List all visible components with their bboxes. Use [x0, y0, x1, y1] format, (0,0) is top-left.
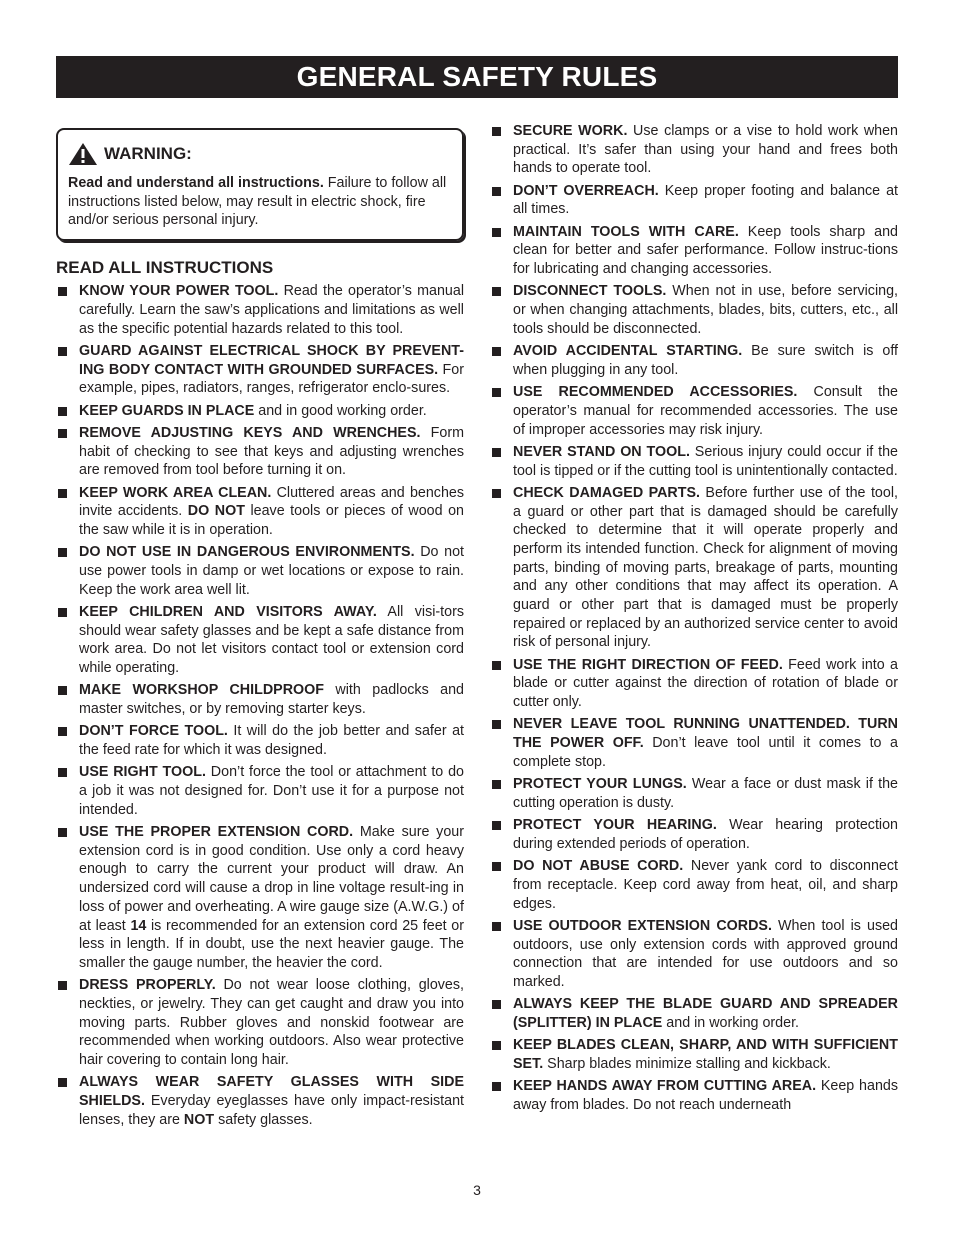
warning-triangle-icon: [68, 142, 98, 166]
rule-item: [56, 424, 464, 480]
rule-text: and in working order.: [662, 1014, 800, 1031]
rule-text: Do not wear loose clothing, gloves, neckties, or jewelry. They can get caught and draw you into moving parts. Rubber gloves and nonskid footwear are recommended when working outdoors. Also wear protective hair covering to contain long hair.: [79, 977, 464, 1069]
rule-item: [490, 383, 898, 439]
square-bullet-icon: [58, 981, 67, 990]
warning-label: WARNING:: [104, 143, 192, 163]
rule-item: [56, 484, 464, 540]
square-bullet-icon: [492, 1000, 501, 1009]
rule-heading: NEVER STAND ON TOOL.: [513, 443, 690, 460]
square-bullet-icon: [58, 429, 67, 438]
square-bullet-icon: [492, 922, 501, 931]
rule-heading: DO NOT ABUSE CORD.: [513, 858, 684, 875]
rule-heading: AVOID ACCIDENTAL STARTING.: [513, 343, 743, 360]
rule-heading: PROTECT YOUR LUNGS.: [513, 776, 687, 793]
warning-body: Failure to follow all instructions listed below, may result in electric shock, fire and/or serious personal injury.: [68, 175, 447, 229]
rule-item: [490, 223, 898, 279]
square-bullet-icon: [492, 489, 501, 498]
rule-heading: MAKE WORKSHOP CHILDPROOF: [79, 682, 324, 699]
rule-item: [490, 282, 898, 338]
rule-item: [56, 603, 464, 678]
rule-item: [490, 715, 898, 771]
rule-text: Feed work into a blade or cutter against the direction of rotation of blade or cutter only.: [513, 656, 898, 711]
rule-heading: DON’T OVERREACH.: [513, 182, 659, 199]
square-bullet-icon: [58, 686, 67, 695]
rule-text: Be sure switch is off when plugging in any tool.: [513, 343, 899, 378]
warning-text: [68, 174, 452, 230]
square-bullet-icon: [58, 768, 67, 777]
rule-heading: DON’T FORCE TOOL.: [79, 723, 228, 740]
rule-heading: KNOW YOUR POWER TOOL.: [79, 283, 279, 300]
rule-item: [490, 656, 898, 712]
square-bullet-icon: [492, 448, 501, 457]
square-bullet-icon: [492, 1041, 501, 1050]
square-bullet-icon: [58, 608, 67, 617]
rule-text: For example, pipes, radiators, ranges, refrigerator enclo-sures.: [79, 361, 464, 397]
rule-item: [56, 543, 464, 599]
rule-heading: USE RIGHT TOOL.: [79, 764, 206, 781]
warning-box: [56, 128, 464, 241]
square-bullet-icon: [58, 347, 67, 356]
square-bullet-icon: [58, 489, 67, 498]
rule-text: safety glasses.: [214, 1111, 313, 1128]
square-bullet-icon: [58, 727, 67, 736]
rule-text: Don’t leave tool until it comes to a complete stop.: [513, 735, 898, 770]
rule-heading: DRESS PROPERLY.: [79, 977, 216, 994]
rule-item: [490, 182, 898, 219]
rule-heading: NOT: [183, 1111, 215, 1128]
rule-item: [490, 995, 898, 1032]
rule-item: [490, 1077, 898, 1114]
rule-item: [490, 342, 898, 379]
rule-text: When not in use, before servicing, or when changing attachments, blades, bits, cutters, etc., all tools should be disconnected.: [513, 283, 898, 337]
rule-text: It will do the job better and safer at the feed rate for which it was designed.: [79, 723, 464, 759]
rule-heading: KEEP WORK AREA CLEAN.: [79, 484, 272, 501]
rule-item: [490, 1036, 898, 1073]
square-bullet-icon: [492, 127, 501, 136]
rule-item: [56, 1073, 464, 1129]
left-column: [56, 128, 464, 1133]
rule-heading: DO NOT USE IN DANGEROUS ENVIRONMENTS.: [79, 544, 415, 561]
rule-text: Use clamps or a vise to hold work when practical. It’s safer than using your hand and frees both hands to operate tool.: [513, 123, 898, 177]
square-bullet-icon: [492, 228, 501, 237]
rule-text: Do not use power tools in damp or wet locations or expose to rain. Keep the work area well lit.: [79, 544, 464, 598]
square-bullet-icon: [58, 1078, 67, 1087]
right-column: [490, 122, 898, 1118]
rule-heading: ALWAYS WEAR SAFETY GLASSES WITH SIDE SHIELDS.: [79, 1074, 464, 1110]
rule-heading: CHECK DAMAGED PARTS.: [513, 484, 700, 501]
rule-text: Cluttered areas and benches invite accidents.: [79, 484, 464, 520]
rule-heading: DISCONNECT TOOLS.: [513, 283, 667, 300]
square-bullet-icon: [492, 347, 501, 356]
rule-text: Don’t force the tool or attachment to do a job it was not designed for. Don’t use it for a purpose not intended.: [79, 764, 464, 818]
square-bullet-icon: [58, 548, 67, 557]
page-number: 3: [473, 1182, 481, 1198]
rule-text: Wear hearing protection during extended periods of operation.: [513, 817, 899, 852]
rule-heading: MAINTAIN TOOLS WITH CARE.: [513, 223, 739, 240]
rule-text: Form habit of checking to see that keys and adjusting wrenches are removed from tool before turning it on.: [79, 424, 465, 479]
rule-heading: GUARD AGAINST ELECTRICAL SHOCK BY PREVENT-ING BODY CONTACT WITH GROUNDED SURFACES.: [79, 342, 464, 378]
rule-item: [56, 722, 464, 759]
rule-item: [490, 857, 898, 913]
rule-heading: USE THE PROPER EXTENSION CORD.: [79, 824, 354, 841]
rule-text: Consult the operator’s manual for recommended accessories. The use of improper accessories may risk injury.: [513, 384, 899, 438]
rule-heading: SECURE WORK.: [513, 123, 628, 139]
page-title: GENERAL SAFETY RULES: [56, 56, 898, 98]
rule-item: [490, 816, 898, 853]
square-bullet-icon: [492, 821, 501, 830]
rule-item: [56, 976, 464, 1070]
right-rules-list: [490, 122, 898, 1115]
rule-item: [56, 342, 464, 398]
rule-item: [56, 763, 464, 819]
rule-text: Wear a face or dust mask if the cutting operation is dusty.: [513, 776, 898, 811]
square-bullet-icon: [492, 388, 501, 397]
rule-item: [56, 823, 464, 973]
square-bullet-icon: [492, 187, 501, 196]
warning-bold: Read and understand all instructions.: [68, 175, 324, 191]
square-bullet-icon: [58, 828, 67, 837]
rule-heading: KEEP GUARDS IN PLACE: [79, 402, 255, 419]
rule-item: [490, 775, 898, 812]
square-bullet-icon: [58, 287, 67, 296]
rule-text: is recommended for an extension cord 25 feet or less in length. If in doubt, use the next heavier gauge. The smaller the gauge number, the heavier the cord.: [79, 917, 464, 971]
rule-heading: ALWAYS KEEP THE BLADE GUARD AND SPREADER (SPLITTER) IN PLACE: [513, 996, 898, 1031]
rule-item: [490, 484, 898, 652]
rule-text: Sharp blades minimize stalling and kickback.: [543, 1055, 831, 1072]
rule-text: Everyday eyeglasses have only impact-resistant lenses, they are: [79, 1093, 464, 1128]
rule-text: Read the operator’s manual carefully. Learn the saw’s applications and limitations as well as the specific potential hazards related to this tool.: [79, 283, 464, 337]
rule-heading: KEEP BLADES CLEAN, SHARP, AND WITH SUFFICIENT SET.: [513, 1037, 898, 1072]
rule-item: [490, 122, 898, 178]
rule-text: with padlocks and master switches, or by removing starter keys.: [79, 682, 464, 718]
rule-text: and in good working order.: [254, 402, 427, 419]
rule-heading: DO NOT: [187, 503, 245, 520]
rule-heading: KEEP HANDS AWAY FROM CUTTING AREA.: [513, 1078, 817, 1095]
rule-heading: NEVER LEAVE TOOL RUNNING UNATTENDED. TURN THE POWER OFF.: [513, 716, 898, 752]
rule-heading: REMOVE ADJUSTING KEYS AND WRENCHES.: [79, 424, 421, 441]
square-bullet-icon: [492, 780, 501, 789]
section-heading: READ ALL INSTRUCTIONS: [56, 258, 274, 278]
rule-heading: USE OUTDOOR EXTENSION CORDS.: [513, 917, 772, 934]
rule-text: Make sure your extension cord is in good condition. Use only a cord heavy enough to carry the current your product will draw. An undersized cord will cause a drop in line voltage result-ing in loss of power and overheating. A wire gauge size (A.W.G.) of at least: [79, 824, 464, 934]
rule-text: leave tools or pieces of wood on the saw while it is in operation.: [79, 503, 464, 538]
rule-item: [490, 917, 898, 992]
rule-text: All visi-tors should wear safety glasses and be kept a safe distance from work area. Do not let visitors contact tool or extension cord while operating.: [79, 603, 464, 677]
rule-item: [56, 402, 464, 421]
rule-heading: PROTECT YOUR HEARING.: [513, 817, 717, 834]
rule-heading: USE THE RIGHT DIRECTION OF FEED.: [513, 656, 783, 673]
rule-item: [490, 443, 898, 480]
square-bullet-icon: [492, 720, 501, 729]
rule-text: Keep hands away from blades. Do not reach underneath: [513, 1078, 898, 1113]
rule-heading: KEEP CHILDREN AND VISITORS AWAY.: [79, 603, 377, 620]
square-bullet-icon: [58, 407, 67, 416]
rule-text: Keep tools sharp and clean for better and safer performance. Follow instruc-tions for lubricating and changing accessories.: [513, 223, 898, 278]
rule-heading: 14: [130, 917, 147, 934]
rule-item: [56, 282, 464, 338]
square-bullet-icon: [492, 661, 501, 670]
square-bullet-icon: [492, 287, 501, 296]
rule-text: When tool is used outdoors, use only extension cords with approved ground connection that are intended for use outdoors and so marked.: [513, 917, 898, 990]
left-rules-list: [56, 282, 464, 1129]
square-bullet-icon: [492, 862, 501, 871]
rule-heading: USE RECOMMENDED ACCESSORIES.: [513, 384, 798, 401]
rule-text: Never yank cord to disconnect from receptacle. Keep cord away from heat, oil, and sharp edges.: [513, 858, 898, 912]
square-bullet-icon: [492, 1082, 501, 1091]
warning-header: [68, 142, 452, 166]
rule-text: Serious injury could occur if the tool is tipped or if the cutting tool is unintentionally contacted.: [513, 443, 898, 479]
rule-text: Keep proper footing and balance at all times.: [513, 182, 898, 218]
rule-item: [56, 681, 464, 718]
rule-text: Before further use of the tool, a guard or other part that is damaged should be carefully checked to determine that it will operate properly and perform its intended function. Check for alignment of moving parts, binding of moving parts, breakage of parts, mounting and any other conditions that may affect its operation. A guard or other part that is damaged must be properly repaired or replaced by an authorized service center to avoid risk of personal injury.: [513, 484, 898, 651]
